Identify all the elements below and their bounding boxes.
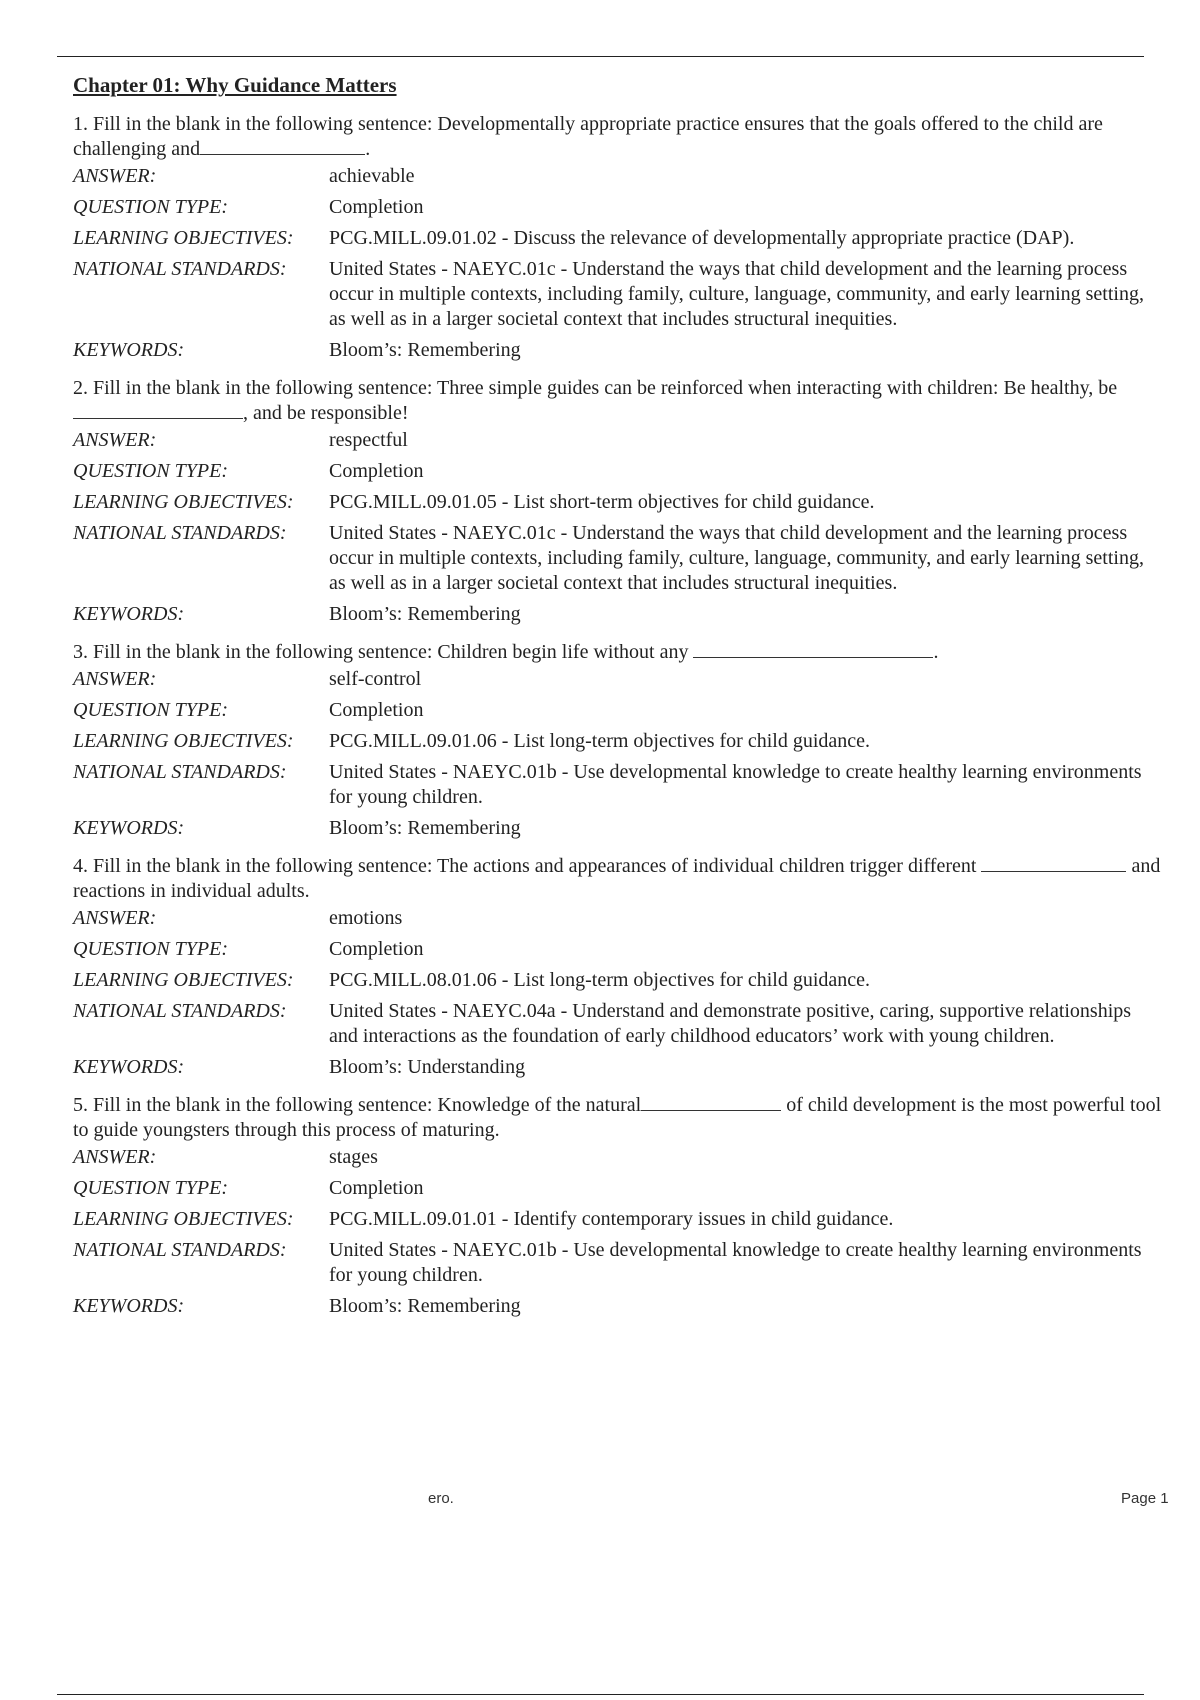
national-standards-row (73, 760, 1163, 810)
national-standards-label: NATIONAL STANDARDS: (73, 258, 287, 280)
question-text-after: . (933, 641, 939, 663)
national-standards-value: United States - NAEYC.01c - Understand the ways that child development and the learning process occur in multiple contexts, including family, culture, language, community, and early learning setting, as well as in a larger societal context that includes structural inequities. (329, 258, 1144, 330)
question-type-row (73, 937, 1163, 962)
keywords-value: Bloom’s: Understanding (329, 1056, 526, 1078)
national-standards-value: United States - NAEYC.01b - Use developmental knowledge to create healthy learning environments for young children. (329, 761, 1142, 808)
question-1 (73, 112, 1163, 363)
answer-value: emotions (329, 907, 403, 929)
learning-objectives-label: LEARNING OBJECTIVES: (73, 1208, 294, 1230)
footer-center-text: ero. (428, 1490, 454, 1507)
question-type-row (73, 698, 1163, 723)
answer-label: ANSWER: (73, 1146, 157, 1168)
question-text-after: and reactions in individual adults. (73, 855, 1161, 902)
question-type-value: Completion (329, 938, 424, 960)
national-standards-value: United States - NAEYC.01b - Use developmental knowledge to create healthy learning environments for young children. (329, 1239, 1142, 1286)
learning-objectives-value: PCG.MILL.09.01.05 - List short-term objectives for child guidance. (329, 491, 875, 513)
question-type-value: Completion (329, 196, 424, 218)
question-text-before: 2. Fill in the blank in the following sentence: Three simple guides can be reinforced when interacting with children: Be healthy, be (73, 377, 1118, 399)
keywords-label: KEYWORDS: (73, 1056, 185, 1078)
question-type-row (73, 195, 1163, 220)
document-body (73, 70, 1163, 1332)
keywords-label: KEYWORDS: (73, 603, 185, 625)
question-text (73, 1093, 1163, 1143)
chapter-title: Chapter 01: Why Guidance Matters (73, 73, 397, 97)
answer-row (73, 428, 1163, 453)
keywords-row (73, 602, 1163, 627)
question-type-value: Completion (329, 460, 424, 482)
learning-objectives-row (73, 1207, 1163, 1232)
question-2 (73, 376, 1163, 627)
answer-value: achievable (329, 165, 415, 187)
answer-label: ANSWER: (73, 668, 157, 690)
learning-objectives-value: PCG.MILL.08.01.06 - List long-term objectives for child guidance. (329, 969, 871, 991)
keywords-label: KEYWORDS: (73, 817, 185, 839)
answer-blank (981, 857, 1126, 872)
answer-label: ANSWER: (73, 429, 157, 451)
answer-row (73, 906, 1163, 931)
answer-row (73, 1145, 1163, 1170)
keywords-value: Bloom’s: Remembering (329, 817, 521, 839)
question-text (73, 376, 1163, 426)
question-text-after: . (365, 138, 371, 160)
question-type-label: QUESTION TYPE: (73, 460, 229, 482)
keywords-value: Bloom’s: Remembering (329, 1295, 521, 1317)
learning-objectives-row (73, 490, 1163, 515)
answer-blank (73, 404, 243, 419)
learning-objectives-value: PCG.MILL.09.01.01 - Identify contemporary issues in child guidance. (329, 1208, 894, 1230)
answer-value: stages (329, 1146, 378, 1168)
keywords-row (73, 1294, 1163, 1319)
national-standards-row (73, 999, 1163, 1049)
answer-row (73, 164, 1163, 189)
question-text-before: 5. Fill in the blank in the following sentence: Knowledge of the natural (73, 1094, 642, 1116)
national-standards-value: United States - NAEYC.04a - Understand and demonstrate positive, caring, supportive relationships and interactions as the foundation of early childhood educators’ work with young children. (329, 1000, 1132, 1047)
keywords-value: Bloom’s: Remembering (329, 603, 521, 625)
answer-value: respectful (329, 429, 408, 451)
national-standards-value: United States - NAEYC.01c - Understand the ways that child development and the learning process occur in multiple contexts, including family, culture, language, community, and early learning setting, as well as in a larger societal context that includes structural inequities. (329, 522, 1144, 594)
answer-blank (693, 643, 933, 658)
national-standards-row (73, 257, 1163, 332)
question-text-before: 3. Fill in the blank in the following sentence: Children begin life without any (73, 641, 689, 663)
question-type-value: Completion (329, 699, 424, 721)
question-type-row (73, 459, 1163, 484)
question-text (73, 640, 1163, 665)
question-type-label: QUESTION TYPE: (73, 1177, 229, 1199)
keywords-row (73, 1055, 1163, 1080)
learning-objectives-label: LEARNING OBJECTIVES: (73, 491, 294, 513)
question-type-label: QUESTION TYPE: (73, 699, 229, 721)
question-type-label: QUESTION TYPE: (73, 938, 229, 960)
question-5 (73, 1093, 1163, 1319)
question-text (73, 854, 1163, 904)
answer-row (73, 667, 1163, 692)
keywords-label: KEYWORDS: (73, 339, 185, 361)
learning-objectives-row (73, 729, 1163, 754)
learning-objectives-row (73, 226, 1163, 251)
question-text (73, 112, 1163, 162)
question-text-after: , and be responsible! (243, 402, 409, 424)
answer-label: ANSWER: (73, 165, 157, 187)
question-4 (73, 854, 1163, 1080)
national-standards-row (73, 1238, 1163, 1288)
national-standards-label: NATIONAL STANDARDS: (73, 1239, 287, 1261)
national-standards-label: NATIONAL STANDARDS: (73, 1000, 287, 1022)
keywords-value: Bloom’s: Remembering (329, 339, 521, 361)
learning-objectives-label: LEARNING OBJECTIVES: (73, 969, 294, 991)
question-type-row (73, 1176, 1163, 1201)
keywords-label: KEYWORDS: (73, 1295, 185, 1317)
bottom-rule (57, 1694, 1144, 1695)
answer-value: self-control (329, 668, 422, 690)
keywords-row (73, 816, 1163, 841)
national-standards-label: NATIONAL STANDARDS: (73, 761, 287, 783)
question-text-after: of child development is the most powerful tool to guide youngsters through this process of maturing. (73, 1094, 1162, 1141)
answer-blank (200, 140, 365, 155)
page-number: Page 1 (1121, 1490, 1169, 1507)
question-text-before: 4. Fill in the blank in the following sentence: The actions and appearances of individual children trigger different (73, 855, 977, 877)
learning-objectives-label: LEARNING OBJECTIVES: (73, 730, 294, 752)
national-standards-row (73, 521, 1163, 596)
question-type-value: Completion (329, 1177, 424, 1199)
top-rule (57, 56, 1144, 57)
question-3 (73, 640, 1163, 841)
question-text-before: 1. Fill in the blank in the following sentence: Developmentally appropriate practice ensures that the goals offered to the child are challenging and (73, 113, 1103, 160)
question-type-label: QUESTION TYPE: (73, 196, 229, 218)
national-standards-label: NATIONAL STANDARDS: (73, 522, 287, 544)
learning-objectives-row (73, 968, 1163, 993)
answer-label: ANSWER: (73, 907, 157, 929)
answer-blank (641, 1096, 781, 1111)
learning-objectives-value: PCG.MILL.09.01.02 - Discuss the relevance of developmentally appropriate practice (DAP). (329, 227, 1075, 249)
learning-objectives-value: PCG.MILL.09.01.06 - List long-term objectives for child guidance. (329, 730, 871, 752)
keywords-row (73, 338, 1163, 363)
learning-objectives-label: LEARNING OBJECTIVES: (73, 227, 294, 249)
